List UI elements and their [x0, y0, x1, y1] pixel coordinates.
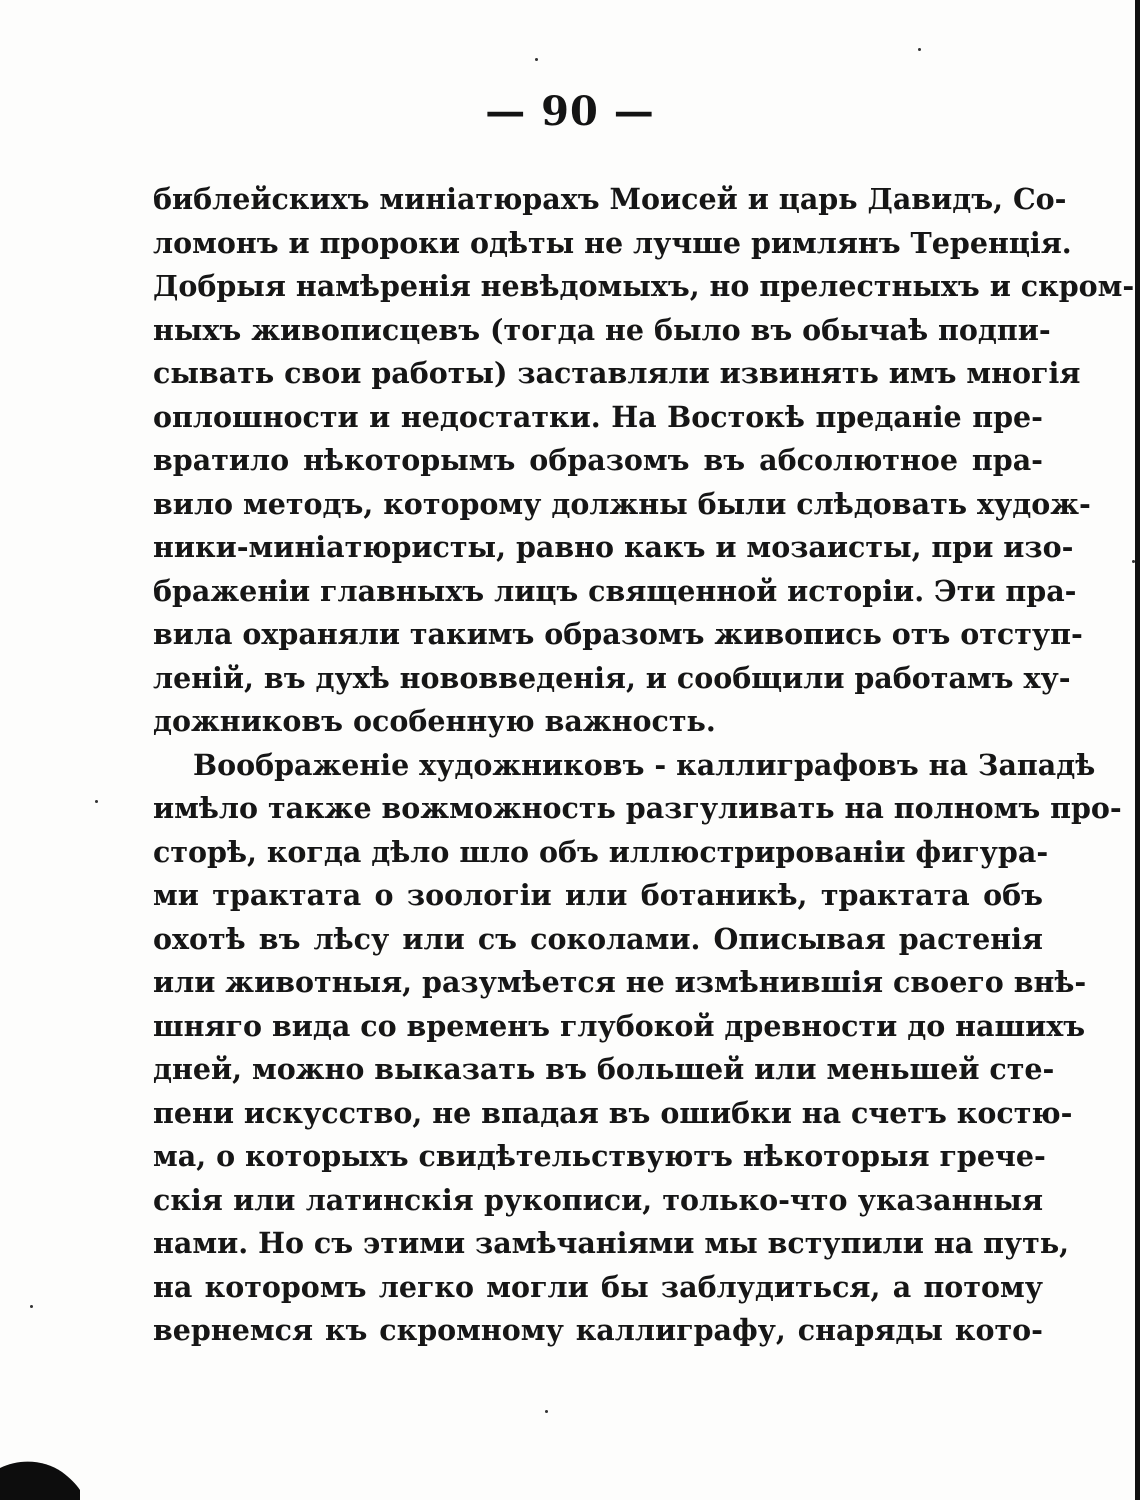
- dust-speck: [30, 1305, 33, 1308]
- text-line: вило методъ, которому должны были слѣдовать худож-: [153, 486, 1091, 521]
- text-line: ми трактата о зоологіи или ботаникѣ, трактата объ: [153, 878, 1043, 912]
- body-text: [153, 178, 1135, 1353]
- text-line: леній, въ духѣ нововведенія, и сообщили работамъ ху-: [153, 660, 1071, 695]
- text-line: Воображеніе художниковъ - каллиграфовъ на Западѣ: [193, 747, 1096, 782]
- page-number: — 90 —: [485, 88, 655, 135]
- text-line: ломонъ и пророки одѣты не лучше римлянъ Теренція.: [153, 225, 1072, 260]
- text-line: вернемся къ скромному каллиграфу, снаряды кото-: [153, 1313, 1043, 1347]
- dust-speck: [918, 48, 921, 51]
- text-line: имѣло также вожможность разгуливать на полномъ про-: [153, 791, 1122, 825]
- text-line: браженіи главныхъ лицъ священной исторіи. Эти пра-: [153, 573, 1077, 608]
- text-line: вила охраняли такимъ образомъ живопись отъ отступ-: [153, 617, 1083, 651]
- text-line: вратило нѣкоторымъ образомъ въ абсолютное пра-: [153, 443, 1043, 477]
- paragraph: [153, 744, 1122, 1353]
- dust-speck: [1132, 560, 1135, 563]
- text-line: шняго вида со временъ глубокой древности до нашихъ: [153, 1008, 1086, 1043]
- text-line: пени искусство, не впадая въ ошибки на счетъ костю-: [153, 1095, 1073, 1130]
- text-line: оплошности и недостатки. На Востокѣ преданіе пре-: [153, 399, 1043, 434]
- text-line: сывать свои работы) заставляли извинять имъ многія: [153, 356, 1081, 390]
- page-edge-shadow: [1135, 0, 1140, 1500]
- dust-speck: [95, 800, 98, 803]
- text-line: ма, о которыхъ свидѣтельствуютъ нѣкоторыя грече-: [153, 1139, 1046, 1173]
- text-line: библейскихъ миніатюрахъ Моисей и царь Давидъ, Со-: [153, 182, 1067, 216]
- text-line: скія или латинскія рукописи, только-что указанныя: [153, 1182, 1043, 1217]
- text-line: ники-миніатюристы, равно какъ и мозаисты, при изо-: [153, 530, 1074, 564]
- text-line: или животныя, разумѣется не измѣнившія своего внѣ-: [153, 965, 1087, 999]
- paragraph: [153, 178, 1135, 744]
- text-line: охотѣ въ лѣсу или съ соколами. Описывая растенія: [153, 921, 1043, 956]
- ink-blot-mark: [0, 1450, 80, 1500]
- text-line: дней, можно выказать въ большей или меньшей сте-: [153, 1052, 1055, 1086]
- text-line: сторѣ, когда дѣло шло объ иллюстрированіи фигура-: [153, 834, 1049, 869]
- text-line: на которомъ легко могли бы заблудиться, а потому: [153, 1269, 1043, 1304]
- text-line: нами. Но съ этими замѣчаніями мы вступили на путь,: [153, 1226, 1070, 1260]
- text-line: Добрыя намѣренія невѣдомыхъ, но прелестныхъ и скром-: [153, 269, 1135, 303]
- text-line: ныхъ живописцевъ (тогда не было въ обычаѣ подпи-: [153, 312, 1051, 347]
- text-line: дожниковъ особенную важность.: [153, 704, 716, 738]
- dust-speck: [545, 1410, 548, 1413]
- dust-speck: [535, 58, 538, 61]
